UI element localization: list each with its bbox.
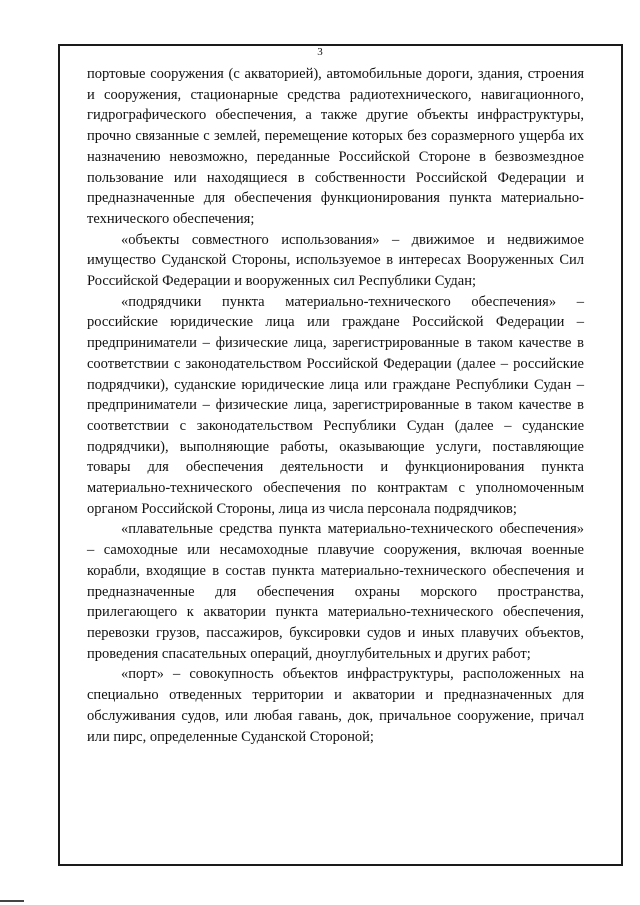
paragraph-port-structures: портовые сооружения (с акваторией), автомобильные дороги, здания, строения и сооружения, стационарные средства радиотехнического, навигационного, гидрографического обеспечения, а также другие объекты инфраструктуры, прочно связанные с землей, перемещение которых без соразмерного ущерба их назначению невозможно, переданные Российской Стороне в безвозмездное пользование или находящиеся в собственности Российской Федерации и предназначенные для обеспечения функционирования пункта материально-технического обеспечения; xyxy=(87,66,584,227)
paragraph-joint-use-objects: «объекты совместного использования» – движимое и недвижимое имущество Суданской Стороны, используемое в интересах Вооруженных Сил Российской Федерации и вооруженных сил Республики Судан; xyxy=(87,231,584,290)
page-number: 3 xyxy=(317,46,323,58)
document-body xyxy=(87,64,584,747)
paragraph-port-definition: «порт» – совокупность объектов инфраструктуры, расположенных на специально отведенных территории и акватории и предназначенных для обслуживания судов, или любая гавань, док, причальное сооружение, причал или пирс, определенные Суданской Стороной; xyxy=(87,666,584,745)
scan-edge-mark xyxy=(0,900,24,902)
paragraph-contractors: «подрядчики пункта материально-технического обеспечения» – российские юридические лица или граждане Российской Федерации – предприниматели – физические лица, зарегистрированные в таком качестве в соответствии с законодательством Российской Федерации (далее – российские подрядчики), суданские юридические лица или граждане Республики Судан – предприниматели – физические лица, зарегистрированные в таком качестве в соответствии с законодательством Республики Судан (далее – суданские подрядчики), выполняющие работы, оказывающие услуги, поставляющие товары для обеспечения деятельности и функционирования пункта материально-технического обеспечения по контрактам с уполномоченным органом Российской Стороны, лица из числа персонала подрядчиков; xyxy=(87,293,584,517)
paragraph-floating-craft: «плавательные средства пункта материально-технического обеспечения» – самоходные или несамоходные плавучие сооружения, включая военные корабли, входящие в состав пункта материально-технического обеспечения и предназначенные для обеспечения охраны морского пространства, прилегающего к акватории пункта материально-технического обеспечения, перевозки грузов, пассажиров, буксировки судов и иных плавучих объектов, проведения спасательных операций, дноуглубительных и других работ; xyxy=(87,521,584,662)
